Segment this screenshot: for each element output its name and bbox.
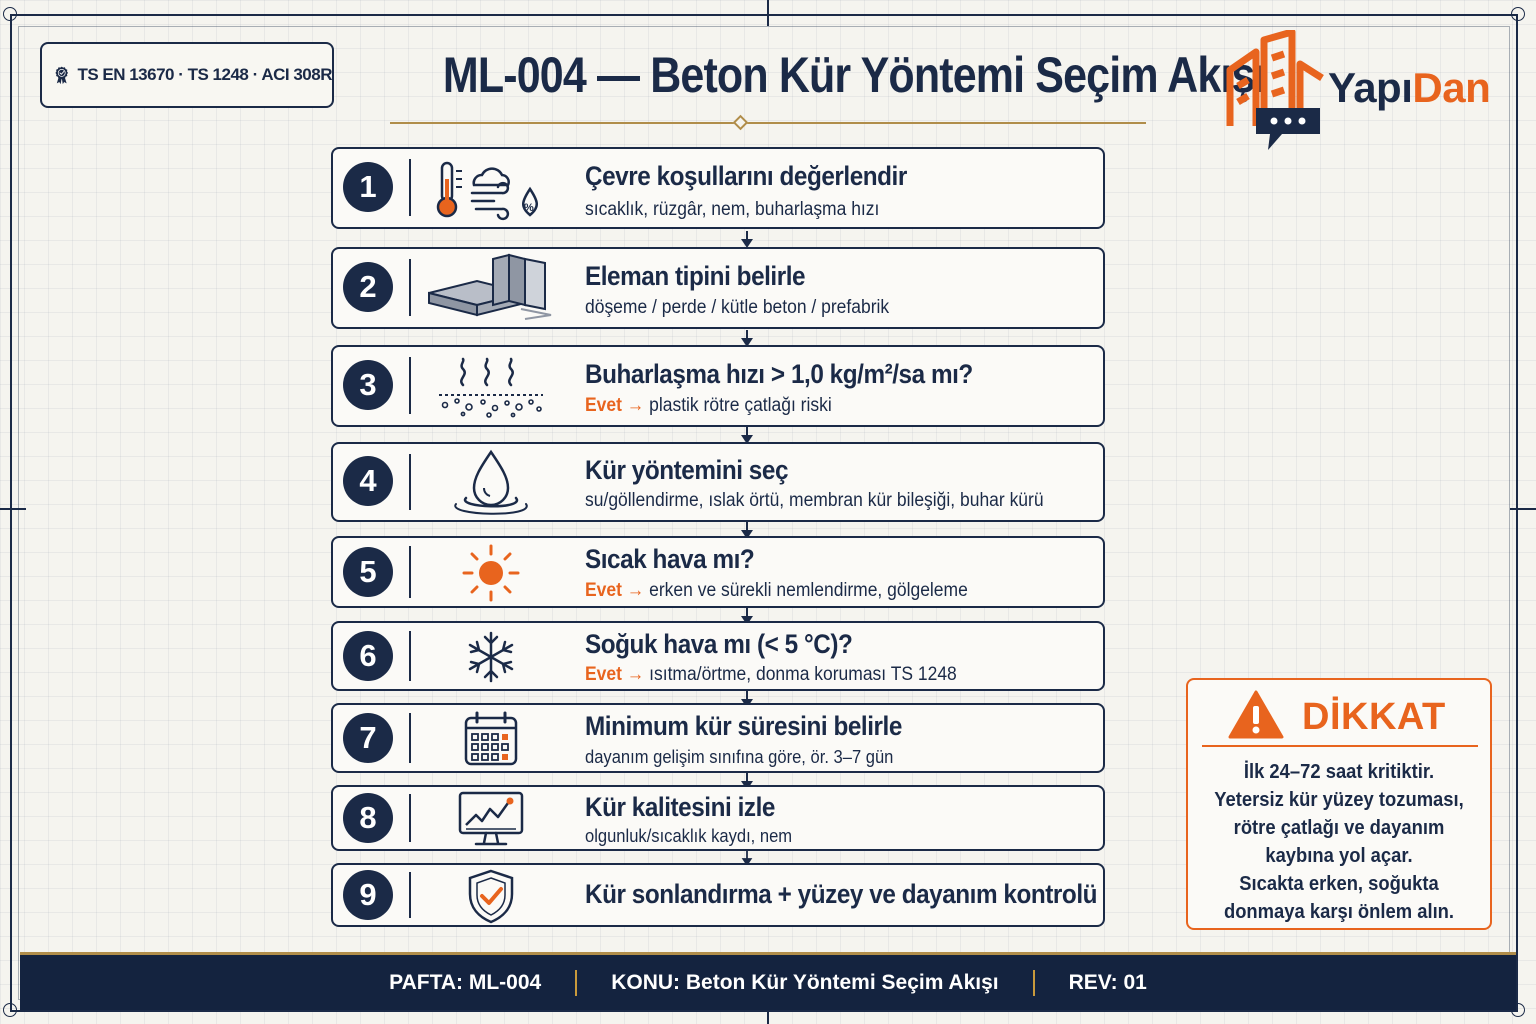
brand-name-accent: Dan [1412, 64, 1491, 111]
shield-check-icon [421, 867, 561, 925]
svg-text:%: % [524, 202, 534, 214]
step-title: Sıcak hava mı? [585, 544, 755, 574]
step-description [585, 664, 957, 686]
step-divider [409, 872, 411, 918]
flow-step-7 [331, 703, 1105, 773]
step-description-text: ısıtma/örtme, donma koruması TS 1248 [649, 664, 957, 685]
warning-line: Sıcakta erken, soğukta [1239, 873, 1439, 895]
step-number-badge: 3 [343, 360, 393, 410]
warning-line: Yetersiz kür yüzey tozuması, [1214, 789, 1464, 811]
step-yes-label: Evet → [585, 395, 645, 416]
step-number-badge: 1 [343, 162, 393, 212]
step-divider [409, 357, 411, 414]
registration-mark-right [1510, 508, 1536, 510]
step-description [585, 490, 1044, 512]
flow-step-4 [331, 442, 1105, 522]
warning-line: kaybına yol açar. [1265, 845, 1413, 867]
water-drop-icon [421, 448, 561, 518]
step-description-text: su/göllendirme, ıslak örtü, membran kür bileşiği, buhar kürü [585, 490, 1044, 511]
step-description [585, 395, 832, 417]
step-description-text: olgunluk/sıcaklık kaydı, nem [585, 826, 793, 846]
footer-separator [1033, 970, 1035, 996]
warning-title: DİKKAT [1302, 696, 1446, 738]
sun-icon [421, 542, 561, 604]
step-divider [409, 546, 411, 598]
monitor-chart-icon [421, 789, 561, 849]
flow-step-1 [331, 147, 1105, 229]
brand-name [1328, 64, 1490, 112]
step-divider [409, 794, 411, 842]
step-description [585, 297, 889, 319]
step-title: Kür sonlandırma + yüzey ve dayanım kontrolü [585, 879, 1098, 909]
step-description-text: sıcaklık, rüzgâr, nem, buharlaşma hızı [585, 199, 880, 220]
snowflake-icon [421, 627, 561, 687]
brand-name-primary: Yapı [1328, 64, 1413, 111]
warning-line: rötre çatlağı ve dayanım [1233, 817, 1445, 839]
step-yes-label: Evet → [585, 664, 645, 685]
step-number-badge: 4 [343, 456, 393, 506]
calendar-icon [421, 709, 561, 769]
footer-subject: KONU: Beton Kür Yöntemi Seçim Akışı [611, 970, 999, 994]
corner-mark-tl [3, 7, 17, 21]
step-title: Eleman tipini belirle [585, 261, 806, 291]
step-description-text: erken ve sürekli nemlendirme, gölgeleme [649, 580, 968, 601]
step-description-text: döşeme / perde / kütle beton / prefabrik [585, 297, 890, 318]
step-description [585, 747, 893, 768]
step-divider [409, 259, 411, 316]
title-block-footer [20, 952, 1516, 1010]
step-number-badge: 8 [343, 793, 393, 843]
step-title: Çevre koşullarını değerlendir [585, 161, 907, 191]
flow-step-5 [331, 536, 1105, 608]
step-number-badge: 5 [343, 547, 393, 597]
step-description-text: plastik rötre çatlağı riski [649, 395, 832, 416]
registration-mark-left [0, 508, 26, 510]
footer-revision: REV: 01 [1068, 970, 1147, 994]
warning-divider [1202, 745, 1478, 747]
warning-triangle-icon [1228, 690, 1284, 740]
flow-step-8 [331, 785, 1105, 851]
warning-body [1206, 758, 1473, 926]
warning-line: donmaya karşı önlem alın. [1223, 901, 1455, 923]
registration-mark-top [767, 0, 769, 26]
step-number-badge: 7 [343, 713, 393, 763]
warning-line: İlk 24–72 saat kritiktir. [1243, 761, 1435, 783]
title-underline [390, 122, 1146, 124]
standards-text: TS EN 13670 · TS 1248 · ACI 308R [77, 65, 332, 84]
page-title: ML-004 — Beton Kür Yöntemi Seçim Akışı [442, 47, 1266, 103]
step-divider [409, 631, 411, 681]
footer-separator [575, 970, 577, 996]
warning-box [1186, 678, 1492, 930]
flow-step-2 [331, 247, 1105, 329]
step-number-badge: 9 [343, 870, 393, 920]
corner-mark-bl [3, 1003, 17, 1017]
step-number-badge: 2 [343, 262, 393, 312]
step-divider [409, 159, 411, 216]
step-title: Soğuk hava mı (< 5 °C)? [585, 629, 853, 659]
step-divider [409, 713, 411, 763]
step-description [585, 580, 968, 602]
step-divider [409, 454, 411, 510]
step-title: Buharlaşma hızı > 1,0 kg/m²/sa mı? [585, 359, 973, 389]
step-description-text: dayanım gelişim sınıfına göre, ör. 3–7 gün [585, 747, 894, 767]
flow-step-9 [331, 863, 1105, 927]
step-title: Minimum kür süresini belirle [585, 711, 902, 741]
step-title: Kür kalitesini izle [585, 792, 775, 822]
flow-step-6 [331, 621, 1105, 691]
certificate-ribbon-icon [54, 49, 69, 101]
evaporation-surface-icon [421, 351, 561, 421]
footer-sheet-number: PAFTA: ML-004 [389, 970, 542, 994]
title-diamond-ornament [733, 115, 749, 131]
thermometer-cloud-humidity-icon [421, 157, 561, 221]
step-description [585, 826, 792, 847]
step-title: Kür yöntemini seç [585, 455, 789, 485]
step-description [585, 199, 879, 221]
concrete-elements-icon [421, 253, 561, 323]
step-number-badge: 6 [343, 631, 393, 681]
standards-badge [40, 42, 334, 108]
step-yes-label: Evet → [585, 580, 645, 601]
corner-mark-tr [1511, 7, 1525, 21]
flow-step-3 [331, 345, 1105, 427]
